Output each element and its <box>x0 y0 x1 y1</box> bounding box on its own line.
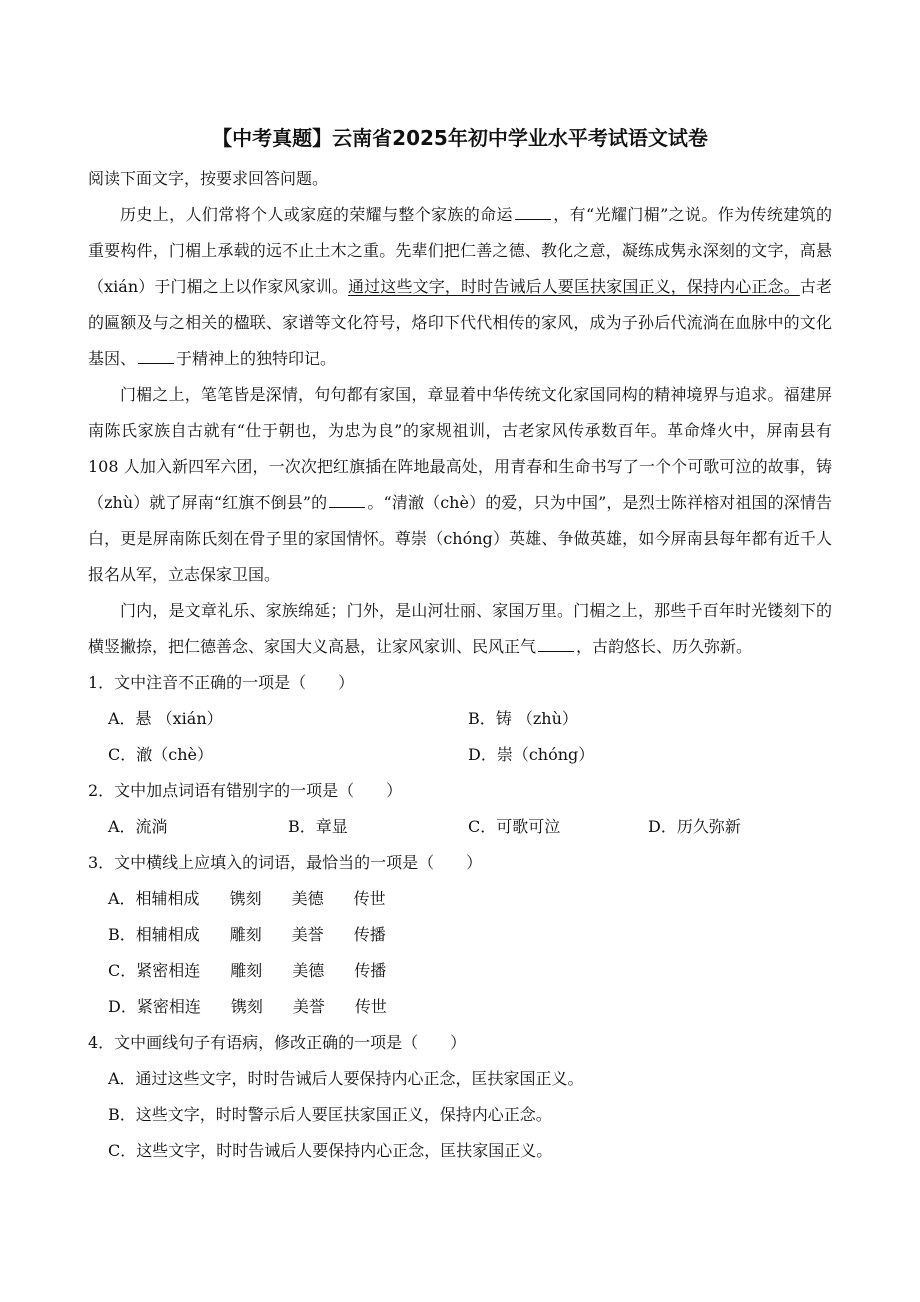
option-label: D．紧密相连 <box>108 997 201 1016</box>
option-word: 美德 <box>292 961 325 980</box>
option-a[interactable]: A．流淌 <box>108 817 168 836</box>
option-b[interactable]: B．章显 <box>288 817 348 836</box>
passage-paragraph-1 <box>88 197 832 377</box>
option-b[interactable]: B．铸 （zhù） <box>468 709 578 728</box>
passage-text: 门楣之上，笔笔皆是深情，句句都有家国，章显着中华传统文化家国同构的精神境界与追求。福建屏南陈氏家族自古就有“仕于朝也，为忠为良”的家规祖训，古老家风传承数百年。革命烽火中，屏南县有 108 人加入新四军六团，一次次把红旗插在阵地最高处，用青春和生命书写了一个个可歌可泣的故事，铸（zhù）就了屏南“红旗不倒县”的 <box>88 385 832 512</box>
passage-text: 。“清澈（chè）的爱，只为中国”，是烈士陈祥榕对祖国的深情告白，更是屏南陈氏刻在骨子里的家国情怀。尊崇（chóng）英雄、争做英雄，如今屏南县每年都有近千人报名从军，立志保家卫国。 <box>88 493 832 584</box>
question-2 <box>88 773 832 845</box>
option-b[interactable]: B．这些文字，时时警示后人要匡扶家国正义，保持内心正念。 <box>108 1105 552 1124</box>
option-label: B．相辅相成 <box>108 925 200 944</box>
passage-paragraph-3 <box>88 593 832 665</box>
option-word: 镌刻 <box>230 997 263 1016</box>
passage-text: ，有“光耀门楣”之说。作为传统建筑的重要构件，门楣上承载的远不止土木之重。先辈们把仁善之德、教化之意，凝练成隽永深刻的文字，高悬（xián）于门楣之上以作家风家训。 <box>88 205 832 296</box>
fill-blank <box>329 491 365 508</box>
option-word: 镌刻 <box>229 889 262 908</box>
passage-text: 古老的匾额及与之相关的楹联、家谱等文化符号，烙印下代代相传的家风，成为子孙后代流淌在血脉中的文化基因、 <box>88 277 832 368</box>
fill-blank <box>515 203 551 220</box>
passage-text: 历史上，人们常将个人或家庭的荣耀与整个家族的命运 <box>120 205 513 224</box>
option-c[interactable]: C．这些文字，时时告诫后人要保持内心正念，匡扶家国正义。 <box>108 1141 553 1160</box>
option-c[interactable]: C．澈（chè） <box>108 745 213 764</box>
option-a[interactable] <box>108 881 832 917</box>
question-stem: 4．文中画线句子有语病，修改正确的一项是（ ） <box>88 1033 467 1052</box>
question-4 <box>88 1025 832 1169</box>
option-word: 美誉 <box>292 997 325 1016</box>
option-word: 传世 <box>354 997 387 1016</box>
option-d[interactable] <box>108 989 832 1025</box>
option-c[interactable] <box>108 953 832 989</box>
option-b[interactable] <box>108 917 832 953</box>
passage-paragraph-2 <box>88 377 832 593</box>
passage-text: 于精神上的独特印记。 <box>176 349 337 368</box>
question-stem: 2．文中加点词语有错别字的一项是（ ） <box>88 781 403 800</box>
question-stem: 3．文中横线上应填入的词语，最恰当的一项是（ ） <box>88 853 483 872</box>
underlined-sentence: 通过这些文字，时时告诫后人要匡扶家国正义，保持内心正念。 <box>348 277 800 296</box>
passage-text: ，古韵悠长、历久弥新。 <box>576 637 753 656</box>
question-1 <box>88 665 832 773</box>
option-word: 美誉 <box>291 925 324 944</box>
option-label: C．紧密相连 <box>108 961 201 980</box>
option-a[interactable]: A．通过这些文字，时时告诫后人要保持内心正念，匡扶家国正义。 <box>108 1069 584 1088</box>
option-d[interactable]: D．崇（chóng） <box>468 745 595 764</box>
option-word: 传播 <box>353 925 386 944</box>
option-c[interactable]: C．可歌可泣 <box>468 817 561 836</box>
option-label: A．相辅相成 <box>108 889 200 908</box>
passage-text: 门内，是文章礼乐、家族绵延；门外，是山河壮丽、家国万里。门楣之上，那些千百年时光镂刻下的横竖撇捺，把仁德善念、家国大义高悬，让家风家训、民风正气 <box>88 601 832 656</box>
option-word: 传播 <box>354 961 387 980</box>
page-title: 【中考真题】云南省2025年初中学业水平考试语文试卷 <box>212 126 708 150</box>
question-stem: 1．文中注音不正确的一项是（ ） <box>88 673 355 692</box>
option-word: 美德 <box>291 889 324 908</box>
instruction: 阅读下面文字，按要求回答问题。 <box>88 169 329 188</box>
question-3 <box>88 845 832 1025</box>
fill-blank <box>138 347 174 364</box>
option-d[interactable]: D．历久弥新 <box>648 817 741 836</box>
option-a[interactable]: A．悬 （xián） <box>108 709 223 728</box>
option-word: 雕刻 <box>230 961 263 980</box>
option-word: 传世 <box>353 889 386 908</box>
fill-blank <box>538 635 574 652</box>
option-word: 雕刻 <box>229 925 262 944</box>
